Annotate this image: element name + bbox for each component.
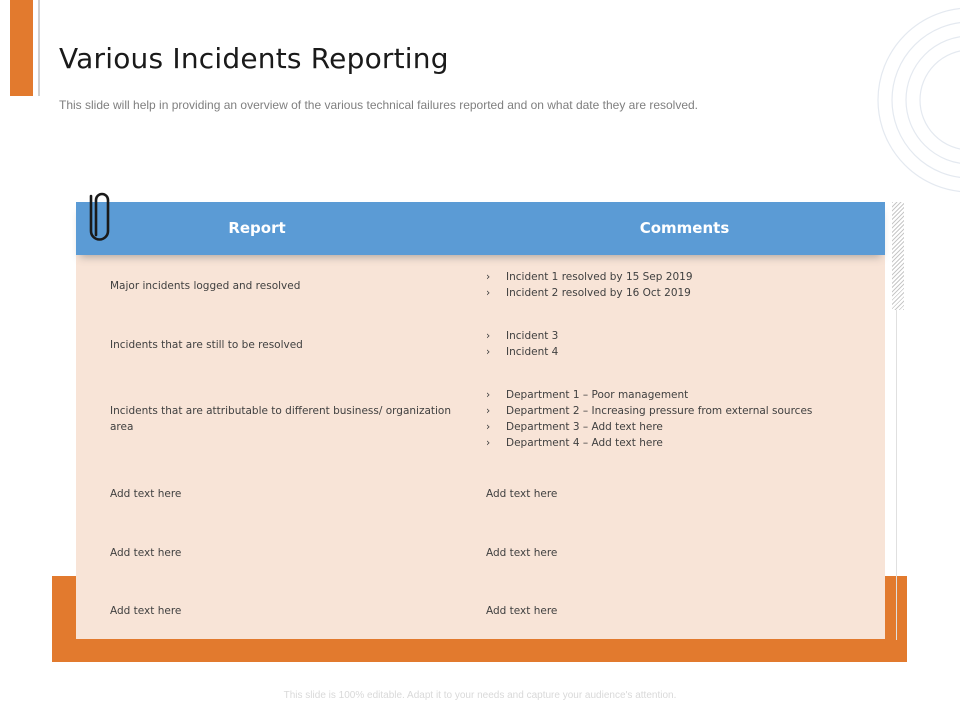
orange-accent-bar xyxy=(10,0,33,96)
comment-item: › Incident 1 resolved by 15 Sep 2019 xyxy=(486,269,876,285)
report-cell: Major incidents logged and resolved xyxy=(110,280,301,292)
report-cell: Add text here xyxy=(110,488,182,500)
comment-item: › Incident 3 xyxy=(486,328,876,344)
report-cell: Add text here xyxy=(110,547,182,559)
header-comments: Comments xyxy=(639,219,730,237)
comments-cell xyxy=(486,269,876,301)
comments-cell: Add text here xyxy=(486,488,558,500)
page-title: Various Incidents Reporting xyxy=(59,42,449,75)
report-cell: Add text here xyxy=(110,605,182,617)
comment-item: › Department 3 – Add text here xyxy=(486,419,876,435)
footer-note: This slide is 100% editable. Adapt it to your needs and capture your audience's attention. xyxy=(283,690,677,701)
table-header xyxy=(76,202,885,255)
comment-item: › Department 2 – Increasing pressure from external sources xyxy=(486,403,876,419)
report-cell: Incidents that are still to be resolved xyxy=(110,339,303,351)
paperclip-icon xyxy=(89,189,115,245)
page-subtitle: This slide will help in providing an overview of the various technical failures reported and on what date they are resolved. xyxy=(59,98,699,112)
comments-cell: Add text here xyxy=(486,605,558,617)
header-report: Report xyxy=(228,219,286,237)
concentric-circles-icon xyxy=(860,0,960,200)
hatched-decoration xyxy=(892,202,904,310)
report-cell: Incidents that are attributable to different business/ organization area xyxy=(110,405,452,433)
comment-item: › Department 1 – Poor management xyxy=(486,387,876,403)
comments-cell: Add text here xyxy=(486,547,558,559)
incidents-table xyxy=(76,202,885,639)
comment-item: › Incident 4 xyxy=(486,344,876,360)
comment-item: › Department 4 – Add text here xyxy=(486,435,876,451)
comment-item: › Incident 2 resolved by 16 Oct 2019 xyxy=(486,285,876,301)
comments-cell xyxy=(486,328,876,360)
frame-edge-line xyxy=(896,310,897,640)
comments-cell xyxy=(486,387,876,451)
accent-divider-line xyxy=(38,0,40,96)
